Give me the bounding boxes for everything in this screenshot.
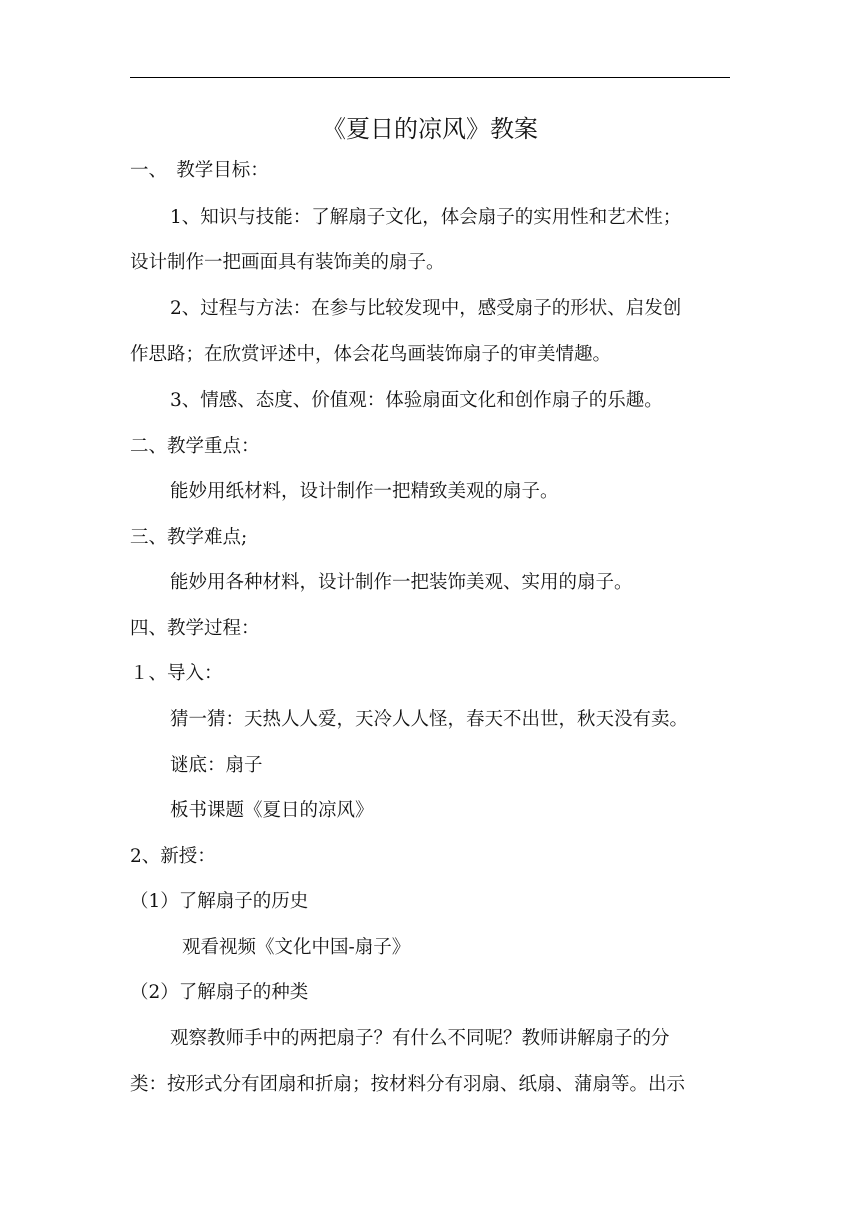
section-heading-difficulties: 三、教学难点; bbox=[130, 527, 248, 548]
paragraph-line: 板书课题《夏日的凉风》 bbox=[170, 800, 374, 821]
header-rule bbox=[130, 77, 730, 78]
subheading-introduction: １、导入： bbox=[130, 663, 223, 684]
paragraph-line: 1、知识与技能：了解扇子文化，体会扇子的实用性和艺术性； bbox=[170, 207, 682, 228]
section-heading-objectives: 一、 教学目标： bbox=[130, 160, 269, 181]
document-title: 《夏日的凉风》教案 bbox=[322, 115, 538, 143]
paragraph-line: 猜一猜：天热人人爱，天冷人人怪，春天不出世，秋天没有卖。 bbox=[170, 709, 689, 730]
subheading-history: （1）了解扇子的历史 bbox=[130, 891, 309, 912]
subheading-new-lesson: 2、新授： bbox=[130, 846, 216, 867]
paragraph-line: 设计制作一把画面具有装饰美的扇子。 bbox=[130, 252, 445, 273]
paragraph-line: 作思路；在欣赏评述中，体会花鸟画装饰扇子的审美情趣。 bbox=[130, 344, 612, 365]
section-heading-process: 四、教学过程： bbox=[130, 618, 260, 639]
subheading-types: （2）了解扇子的种类 bbox=[130, 982, 309, 1003]
paragraph-line: 能妙用纸材料，设计制作一把精致美观的扇子。 bbox=[170, 481, 559, 502]
section-heading-key-points: 二、教学重点： bbox=[130, 436, 260, 457]
paragraph-line: 能妙用各种材料，设计制作一把装饰美观、实用的扇子。 bbox=[170, 572, 633, 593]
paragraph-line: 2、过程与方法：在参与比较发现中，感受扇子的形状、启发创 bbox=[170, 298, 682, 319]
paragraph-line: 谜底：扇子 bbox=[170, 755, 263, 776]
paragraph-line: 类：按形式分有团扇和折扇；按材料分有羽扇、纸扇、蒲扇等。出示 bbox=[130, 1074, 686, 1095]
paragraph-line: 3、情感、态度、价值观：体验扇面文化和创作扇子的乐趣。 bbox=[170, 390, 663, 411]
paragraph-line: 观察教师手中的两把扇子？有什么不同呢？教师讲解扇子的分 bbox=[170, 1028, 670, 1049]
paragraph-line: 观看视频《文化中国-扇子》 bbox=[182, 937, 411, 958]
